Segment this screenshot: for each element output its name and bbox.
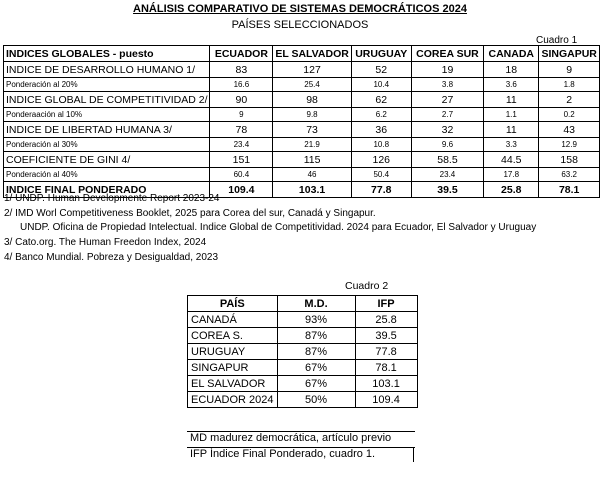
weighting-row <box>4 78 600 92</box>
value-cell: 50% <box>277 392 355 408</box>
value-cell: 21.9 <box>273 138 352 152</box>
value-cell: 0.2 <box>539 108 600 122</box>
footnote-ifp: IFP Índice Final Ponderado, cuadro 1. <box>187 447 415 460</box>
row-label: Ponderación al 40% <box>4 168 210 182</box>
value-cell: 67% <box>277 376 355 392</box>
note-4: 4/ Banco Mundial. Pobreza y Desigualdad, 2023 <box>4 252 219 263</box>
value-cell: 18 <box>484 62 539 78</box>
index-row <box>4 152 600 168</box>
value-cell: 127 <box>273 62 352 78</box>
row-label: Ponderaación al 10% <box>4 108 210 122</box>
value-cell: 83 <box>210 62 273 78</box>
country-cell: SINGAPUR <box>188 360 278 376</box>
note-2b: UNDP. Oficina de Propiedad Intelectual. Indice Global de Competitividad. 2024 para Ecuador, El Salvador y Uruguay <box>20 222 537 233</box>
value-cell: 1.1 <box>484 108 539 122</box>
value-cell: 39.5 <box>355 328 417 344</box>
value-cell: 78.1 <box>355 360 417 376</box>
value-cell: 98 <box>273 92 352 108</box>
value-cell: 52 <box>351 62 411 78</box>
row-label: INDICE GLOBAL DE COMPETITIVIDAD 2/ <box>4 92 210 108</box>
comparative-index-table <box>3 45 600 198</box>
value-cell: 6.2 <box>351 108 411 122</box>
table2-row <box>188 328 418 344</box>
value-cell: 109.4 <box>210 182 273 198</box>
value-cell: 77.8 <box>355 344 417 360</box>
row-label: COEFICIENTE DE GINI 4/ <box>4 152 210 168</box>
table2-header-cell: PAÍS <box>188 296 278 312</box>
value-cell: 23.4 <box>411 168 484 182</box>
document-subtitle: PAÍSES SELECCIONADOS <box>231 19 369 31</box>
value-cell: 25.8 <box>355 312 417 328</box>
country-cell: URUGUAY <box>188 344 278 360</box>
row-label: Ponderación al 30% <box>4 138 210 152</box>
value-cell: 78 <box>210 122 273 138</box>
value-cell: 77.8 <box>351 182 411 198</box>
header-country: ECUADOR <box>210 46 273 62</box>
weighting-row <box>4 138 600 152</box>
value-cell: 36 <box>351 122 411 138</box>
header-indices: INDICES GLOBALES - puesto <box>4 46 210 62</box>
value-cell: 87% <box>277 328 355 344</box>
value-cell: 19 <box>411 62 484 78</box>
value-cell: 158 <box>539 152 600 168</box>
value-cell: 9 <box>539 62 600 78</box>
country-cell: EL SALVADOR <box>188 376 278 392</box>
value-cell: 25.8 <box>484 182 539 198</box>
value-cell: 103.1 <box>273 182 352 198</box>
table2-row <box>188 360 418 376</box>
country-cell: COREA S. <box>188 328 278 344</box>
header-country: URUGUAY <box>351 46 411 62</box>
value-cell: 151 <box>210 152 273 168</box>
value-cell: 17.8 <box>484 168 539 182</box>
value-cell: 3.8 <box>411 78 484 92</box>
value-cell: 9.6 <box>411 138 484 152</box>
value-cell: 12.9 <box>539 138 600 152</box>
value-cell: 87% <box>277 344 355 360</box>
table2-row <box>188 344 418 360</box>
value-cell: 3.3 <box>484 138 539 152</box>
value-cell: 62 <box>351 92 411 108</box>
value-cell: 58.5 <box>411 152 484 168</box>
row-label: INDICE DE LIBERTAD HUMANA 3/ <box>4 122 210 138</box>
value-cell: 63.2 <box>539 168 600 182</box>
value-cell: 43 <box>539 122 600 138</box>
value-cell: 11 <box>484 122 539 138</box>
text-cursor <box>413 448 414 462</box>
value-cell: 50.4 <box>351 168 411 182</box>
value-cell: 73 <box>273 122 352 138</box>
democratic-maturity-table <box>187 295 418 408</box>
index-row <box>4 122 600 138</box>
value-cell: 1.8 <box>539 78 600 92</box>
value-cell: 126 <box>351 152 411 168</box>
row-label: INDICE DE DESARROLLO HUMANO 1/ <box>4 62 210 78</box>
row-label: INDICE FINAL PONDERADO <box>4 182 210 198</box>
value-cell: 27 <box>411 92 484 108</box>
header-country: EL SALVADOR <box>273 46 352 62</box>
row-label: Ponderación al 20% <box>4 78 210 92</box>
table2-header-row <box>188 296 418 312</box>
value-cell: 115 <box>273 152 352 168</box>
value-cell: 9 <box>210 108 273 122</box>
value-cell: 44.5 <box>484 152 539 168</box>
document-title: ANÁLISIS COMPARATIVO DE SISTEMAS DEMOCRÁTICOS 2024 <box>133 3 467 15</box>
note-2: 2/ IMD Worl Competitiveness Booklet, 2025 para Corea del sur, Canadá y Singapur. <box>4 208 376 219</box>
table1-header-row <box>4 46 600 62</box>
header-country: SINGAPUR <box>539 46 600 62</box>
country-cell: ECUADOR 2024 <box>188 392 278 408</box>
table2-header-cell: IFP <box>355 296 417 312</box>
header-country: COREA SUR <box>411 46 484 62</box>
weighting-row <box>4 168 600 182</box>
value-cell: 67% <box>277 360 355 376</box>
table2-header-cell: M.D. <box>277 296 355 312</box>
weighting-row <box>4 108 600 122</box>
value-cell: 2.7 <box>411 108 484 122</box>
value-cell: 93% <box>277 312 355 328</box>
value-cell: 10.8 <box>351 138 411 152</box>
value-cell: 10.4 <box>351 78 411 92</box>
value-cell: 25.4 <box>273 78 352 92</box>
country-cell: CANADÁ <box>188 312 278 328</box>
value-cell: 78.1 <box>539 182 600 198</box>
value-cell: 9.8 <box>273 108 352 122</box>
value-cell: 11 <box>484 92 539 108</box>
value-cell: 90 <box>210 92 273 108</box>
value-cell: 46 <box>273 168 352 182</box>
note-3: 3/ Cato.org. The Human Freedon Index, 2024 <box>4 237 207 248</box>
value-cell: 23.4 <box>210 138 273 152</box>
table2-row <box>188 376 418 392</box>
footnote-md: MD madurez democrática, artículo previo <box>187 431 415 444</box>
note-1: 1/ UNDP. Human Developmente Report 2023-24 <box>4 193 220 204</box>
index-row <box>4 92 600 108</box>
value-cell: 109.4 <box>355 392 417 408</box>
table2-row <box>188 312 418 328</box>
header-country: CANADA <box>484 46 539 62</box>
cuadro1-label: Cuadro 1 <box>536 35 578 46</box>
value-cell: 60.4 <box>210 168 273 182</box>
table2-row <box>188 392 418 408</box>
value-cell: 2 <box>539 92 600 108</box>
value-cell: 3.6 <box>484 78 539 92</box>
value-cell: 16.6 <box>210 78 273 92</box>
value-cell: 103.1 <box>355 376 417 392</box>
cuadro2-label: Cuadro 2 <box>345 280 389 292</box>
value-cell: 39.5 <box>411 182 484 198</box>
value-cell: 32 <box>411 122 484 138</box>
index-row <box>4 62 600 78</box>
